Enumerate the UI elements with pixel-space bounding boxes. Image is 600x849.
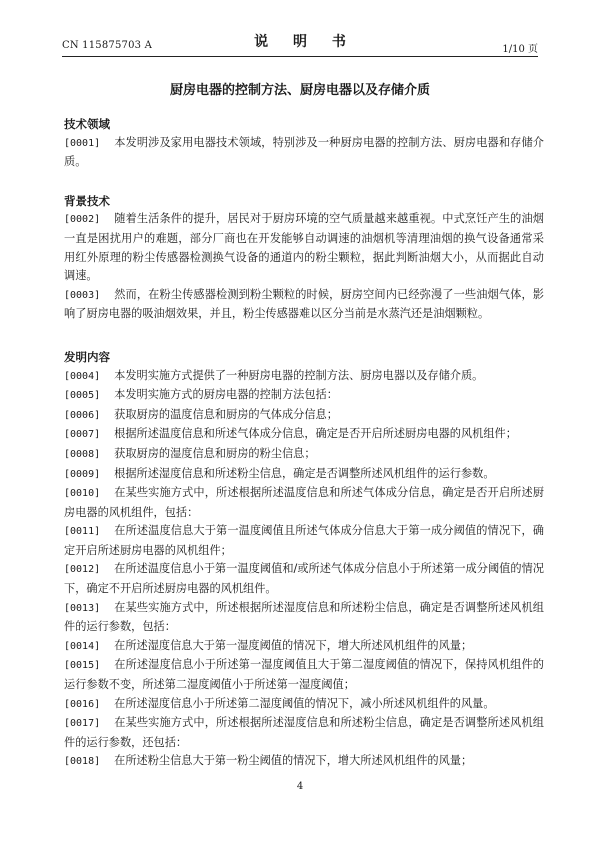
paragraph — [64, 286, 544, 324]
paragraph — [64, 425, 544, 445]
paragraph — [64, 599, 544, 637]
paragraph-number: [0009] — [64, 468, 101, 480]
paragraph — [64, 386, 544, 406]
paragraph — [64, 695, 544, 715]
paragraph-text: 在所述温度信息小于第一温度阈值和/或所述气体成分信息小于所述第一成分阈值的情况下，确定不开启所述厨房电器的风机组件。 — [64, 562, 544, 596]
paragraph-text: 在某些实施方式中，所述根据所述湿度信息和所述粉尘信息，确定是否调整所述风机组件的运行参数，包括： — [64, 600, 544, 634]
paragraph-text: 然而，在粉尘传感器检测到粉尘颗粒的时候，厨房空间内已经弥漫了一些油烟气体，影响了厨房电器的吸油烟效果，并且，粉尘传感器难以区分当前是水蒸汽还是油烟颗粒。 — [64, 287, 544, 321]
paragraph-number: [0003] — [64, 289, 101, 301]
paragraph — [64, 656, 544, 694]
paragraph — [64, 406, 544, 426]
paragraph-number: [0015] — [64, 660, 101, 672]
paragraph — [64, 210, 544, 285]
section-heading: 发明内容 — [64, 349, 110, 364]
paragraph-number: [0008] — [64, 448, 101, 460]
section-spacer — [64, 324, 544, 348]
paragraph — [64, 714, 544, 752]
paragraph-number: [0011] — [64, 526, 101, 538]
page-header — [62, 30, 538, 56]
paragraph-text: 获取厨房的温度信息和厨房的气体成分信息； — [114, 407, 338, 421]
paragraph-text: 在所述粉尘信息大于第一粉尘阈值的情况下，增大所述风机组件的风量； — [114, 754, 473, 768]
paragraph-number: [0007] — [64, 429, 101, 441]
document-body — [64, 115, 544, 772]
paragraph — [64, 522, 544, 560]
section-spacer — [64, 172, 544, 192]
paragraph-text: 本发明实施方式提供了一种厨房电器的控制方法、厨房电器以及存储介质。 — [114, 368, 484, 382]
paragraph-number: [0013] — [64, 602, 101, 614]
paragraph — [64, 637, 544, 657]
paragraph-text: 在所述温度信息大于第一温度阈值且所述气体成分信息大于第一成分阈值的情况下，确定开启所述厨房电器的风机组件； — [64, 524, 544, 557]
paragraph-number: [0017] — [64, 718, 101, 730]
paragraph-text: 本发明涉及家用电器技术领域，特别涉及一种厨房电器的控制方法、厨房电器和存储介质。 — [64, 135, 544, 169]
paragraph-number: [0014] — [64, 640, 101, 652]
paragraph — [64, 752, 544, 772]
patent-number: CN 115875703 A — [62, 40, 153, 51]
page-number: 4 — [296, 781, 304, 792]
paragraph-text: 根据所述温度信息和所述气体成分信息，确定是否开启所述厨房电器的风机组件； — [114, 427, 517, 441]
paragraph-number: [0005] — [64, 390, 101, 402]
section-heading: 背景技术 — [64, 193, 110, 208]
paragraph — [64, 134, 544, 172]
paragraph-text: 在某些实施方式中，所述根据所述湿度信息和所述粉尘信息，确定是否调整所述风机组件的运行参数，还包括： — [64, 716, 544, 749]
paragraph-text: 本发明实施方式的厨房电器的控制方法包括： — [114, 388, 338, 402]
section-heading: 技术领域 — [64, 117, 110, 131]
paragraph-number: [0016] — [64, 698, 101, 710]
header-divider — [62, 56, 538, 57]
paragraph-text: 在所述湿度信息小于所述第一湿度阈值且大于第二湿度阈值的情况下，保持风机组件的运行参数不变，所述第二湿度阈值小于所述第一湿度阈值； — [64, 658, 544, 692]
document-title: 厨房电器的控制方法、厨房电器以及存储介质 — [169, 83, 430, 98]
paragraph-number: [0004] — [64, 370, 101, 382]
paragraph-number: [0018] — [64, 756, 101, 768]
paragraph-text: 获取厨房的湿度信息和厨房的粉尘信息； — [114, 446, 316, 460]
paragraph — [64, 367, 544, 387]
paragraph — [64, 484, 544, 522]
paragraph-number: [0001] — [64, 137, 101, 149]
paragraph — [64, 465, 544, 485]
paragraph-number: [0010] — [64, 488, 101, 500]
paragraph-text: 在某些实施方式中，所述根据所述温度信息和所述气体成分信息，确定是否开启所述厨房电器的风机组件，包括： — [64, 486, 544, 519]
paragraph-number: [0006] — [64, 409, 101, 421]
paragraph-number: [0002] — [64, 214, 101, 226]
page-index: 1/10 页 — [502, 44, 538, 55]
paragraph — [64, 560, 544, 598]
paragraph-text: 在所述湿度信息小于所述第二湿度阈值的情况下，减小所述风机组件的风量。 — [114, 696, 495, 710]
paragraph-number: [0012] — [64, 564, 101, 576]
paragraph — [64, 445, 544, 465]
paragraph-text: 在所述湿度信息大于第一湿度阈值的情况下，增大所述风机组件的风量； — [114, 638, 473, 652]
paragraph-text: 根据所述湿度信息和所述粉尘信息，确定是否调整所述风机组件的运行参数。 — [114, 466, 495, 480]
paragraph-text: 随着生活条件的提升，居民对于厨房环境的空气质量越来越重视。中式烹饪产生的油烟一直是困扰用户的难题，部分厂商也在开发能够自动调速的油烟机等清理油烟的换气设备通常采用红外原理的粉尘传感器检测换气设备的通道内的粉尘颗粒，据此判断油烟大小，从而据此自动调速。 — [64, 212, 544, 283]
section-title: 说 明 书 — [254, 34, 356, 50]
